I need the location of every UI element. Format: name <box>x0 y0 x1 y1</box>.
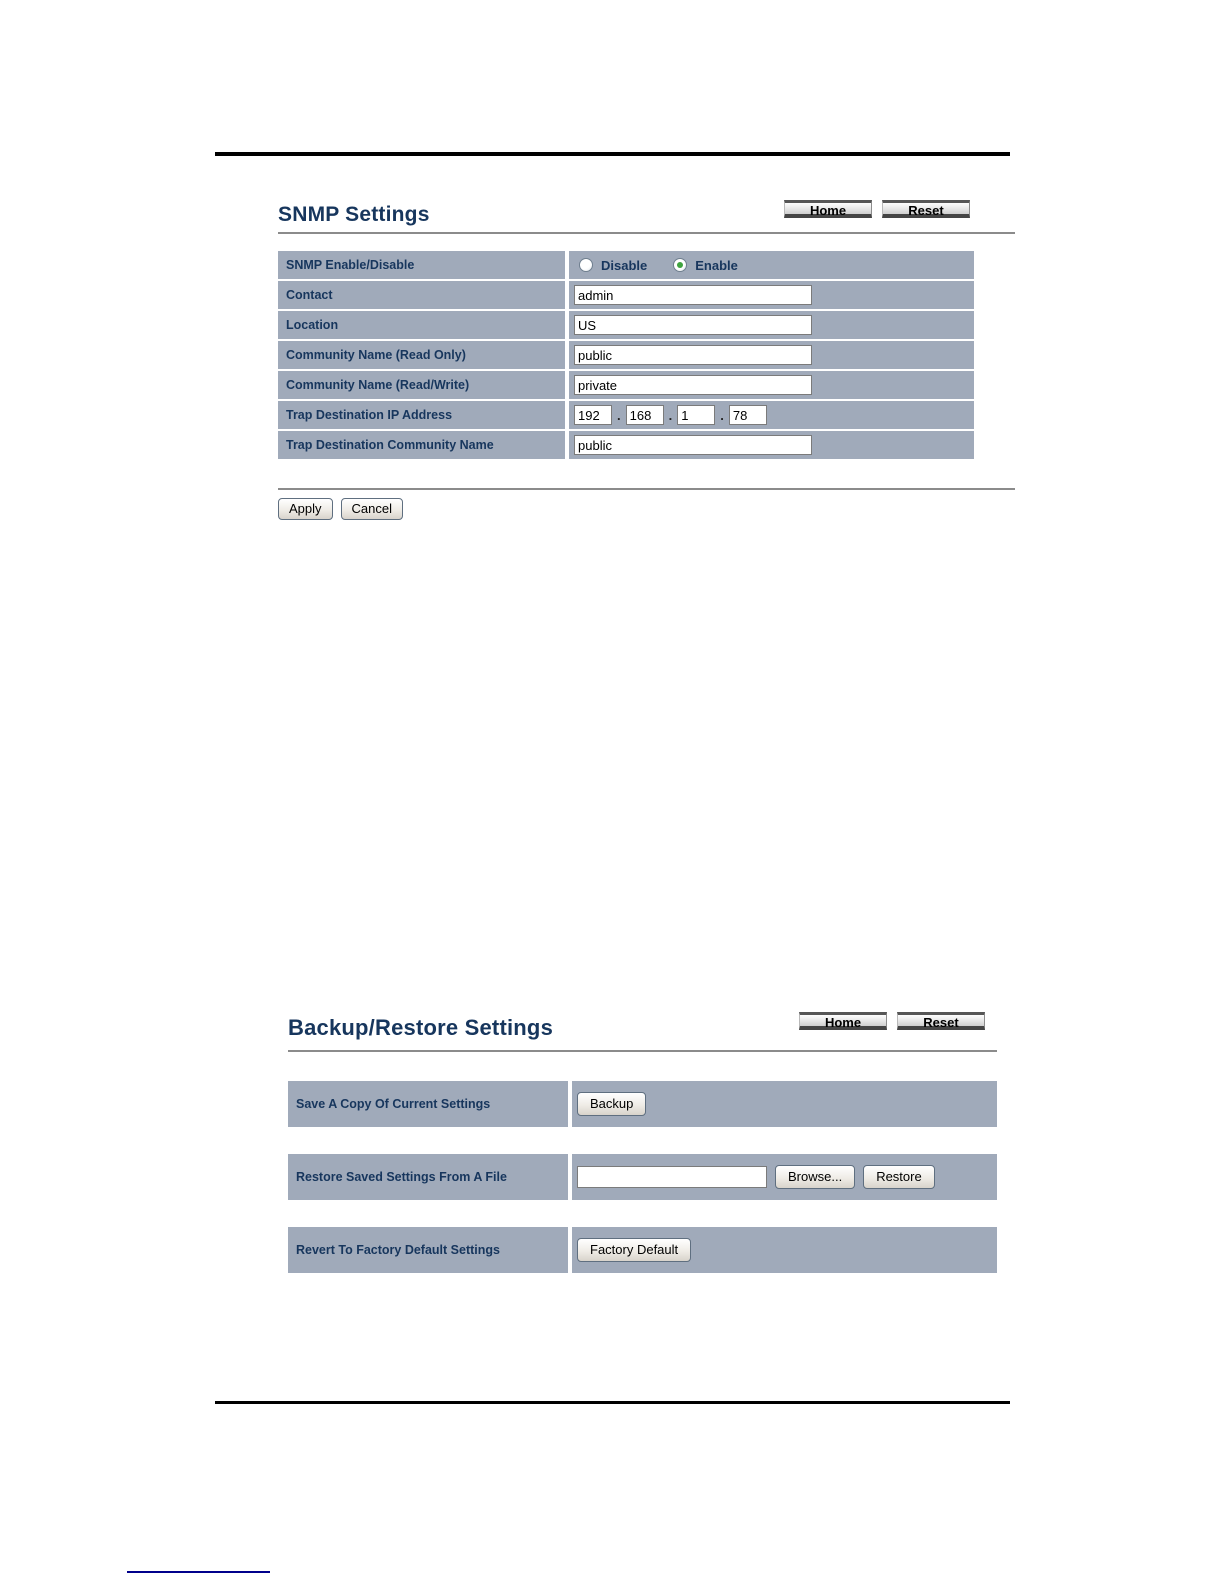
row-value-cell <box>569 401 974 429</box>
radio-disable[interactable] <box>579 258 593 272</box>
ip-octet-2-input[interactable] <box>626 405 664 425</box>
title-divider <box>288 1050 997 1052</box>
trap-community-input[interactable] <box>574 435 812 455</box>
reset-button[interactable]: Reset <box>882 200 970 218</box>
cancel-button[interactable]: Cancel <box>341 498 403 520</box>
table-row <box>278 251 974 279</box>
snmp-settings-table <box>278 251 974 459</box>
row-value-cell <box>569 251 974 279</box>
row-label: Location <box>278 311 565 339</box>
radio-enable-label: Enable <box>695 257 738 273</box>
row-label: Save A Copy Of Current Settings <box>288 1081 568 1127</box>
row-value-cell <box>572 1227 997 1273</box>
apply-button[interactable]: Apply <box>278 498 333 520</box>
row-label: Community Name (Read/Write) <box>278 371 565 399</box>
ip-octet-3-input[interactable] <box>677 405 715 425</box>
location-input[interactable] <box>574 315 812 335</box>
backup-restore-table <box>288 1081 997 1273</box>
row-value-cell <box>569 281 974 309</box>
page-title: SNMP Settings <box>278 203 430 226</box>
ip-octet-1-input[interactable] <box>574 405 612 425</box>
restore-file-input[interactable] <box>577 1166 767 1188</box>
table-row <box>278 311 974 339</box>
snmp-settings-section <box>278 200 1015 520</box>
row-label: Trap Destination IP Address <box>278 401 565 429</box>
row-label: Restore Saved Settings From A File <box>288 1154 568 1200</box>
backup-button[interactable]: Backup <box>577 1092 646 1116</box>
snmp-header <box>278 200 1015 227</box>
table-row <box>288 1227 997 1273</box>
row-label: Community Name (Read Only) <box>278 341 565 369</box>
footer-link-underline <box>127 1571 270 1573</box>
page-title: Backup/Restore Settings <box>288 1015 554 1040</box>
backup-nav-buttons <box>799 1012 997 1030</box>
row-label: Revert To Factory Default Settings <box>288 1227 568 1273</box>
home-button[interactable]: Home <box>799 1012 887 1030</box>
table-row <box>278 371 974 399</box>
row-label: SNMP Enable/Disable <box>278 251 565 279</box>
browse-button[interactable]: Browse... <box>775 1165 855 1189</box>
table-row <box>288 1081 997 1127</box>
ip-octet-4-input[interactable] <box>729 405 767 425</box>
table-row <box>278 281 974 309</box>
home-button[interactable]: Home <box>784 200 872 218</box>
row-value-cell <box>569 311 974 339</box>
row-value-cell <box>572 1154 997 1200</box>
row-label: Contact <box>278 281 565 309</box>
snmp-actions <box>278 498 1015 520</box>
row-value-cell <box>572 1081 997 1127</box>
radio-enable[interactable] <box>673 258 687 272</box>
title-divider <box>278 232 1015 234</box>
page-rule-top <box>215 152 1010 156</box>
radio-disable-label: Disable <box>601 257 648 273</box>
backup-header <box>288 1012 997 1041</box>
row-value-cell <box>569 371 974 399</box>
ip-dot: . <box>720 407 724 423</box>
row-value-cell <box>569 341 974 369</box>
actions-divider <box>278 488 1015 490</box>
table-row <box>278 431 974 459</box>
community-read-only-input[interactable] <box>574 345 812 365</box>
row-value-cell <box>569 431 974 459</box>
ip-dot: . <box>668 407 673 423</box>
ip-dot: . <box>617 407 621 423</box>
restore-button[interactable]: Restore <box>863 1165 935 1189</box>
table-row <box>278 341 974 369</box>
page-rule-bottom <box>215 1401 1010 1404</box>
table-row <box>288 1154 997 1200</box>
community-read-write-input[interactable] <box>574 375 812 395</box>
contact-input[interactable] <box>574 285 812 305</box>
table-row <box>278 401 974 429</box>
backup-restore-section <box>288 1012 997 1300</box>
row-label: Trap Destination Community Name <box>278 431 565 459</box>
factory-default-button[interactable]: Factory Default <box>577 1238 691 1262</box>
reset-button[interactable]: Reset <box>897 1012 985 1030</box>
snmp-nav-buttons <box>784 200 1015 218</box>
